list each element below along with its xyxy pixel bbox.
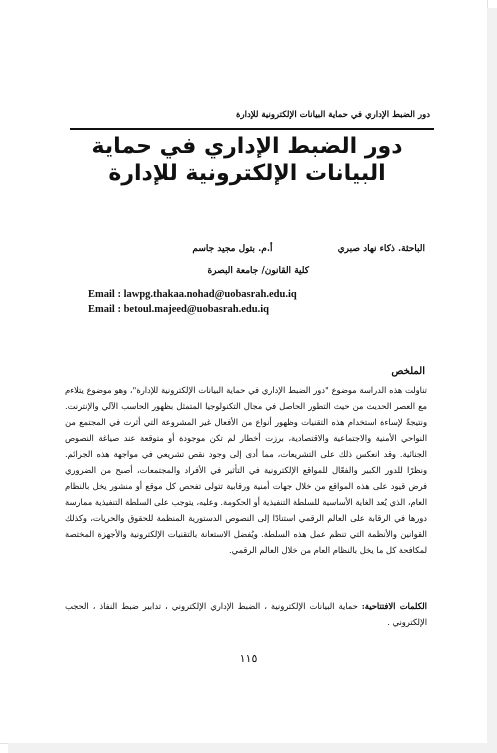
- header-divider: [70, 128, 434, 130]
- keywords: [65, 598, 427, 630]
- abstract-heading: الملخص: [391, 366, 425, 377]
- running-header: دور الضبط الإداري في حماية البيانات الإلكترونية للإدارة: [236, 110, 430, 120]
- keywords-text: حماية البيانات الإلكترونية ، الضبط الإداري الإلكتروني ، تدابير ضبط النفاذ ، الحجب الإلكتروني .: [65, 601, 427, 627]
- paper-title: دور الضبط الإداري في حماية البيانات الإلكترونية للإدارة: [91, 134, 403, 186]
- email-second: Email : betoul.majeed@uobasrah.edu.iq: [88, 304, 269, 315]
- page-number: ١١٥: [239, 652, 258, 665]
- page-shadow-right: [487, 8, 497, 753]
- affiliation: كلية القانون/ جامعة البصرة: [207, 266, 309, 276]
- author-second: أ.م. بتول مجيد جاسم: [192, 244, 273, 254]
- email-first: Email : lawpg.thakaa.nohad@uobasrah.edu.iq: [88, 289, 297, 300]
- author-first: الباحثة. ذكاء نهاد صبري: [337, 244, 425, 254]
- abstract-body: تناولت هذه الدراسة موضوع "دور الضبط الإداري في حماية البيانات الإلكترونية للإدارة"، وهو موضوع يتلاءم مع العصر الحديث من حيث التطور الحاصل في مجال التكنولوجيا المتمثل بظهور الحاسب الآلي والإنترنت. ونتيجةً لإساءة استخدام هذه التقنيات وظهور أنواع من الأفعال غير المشروعة التي أثرت في المجتمع من النواحي الأمنية والاجتماعية والاقتصادية، برزت أخطار لم تكن موجودة أو متوقعة عند صياغة النصوص الجنائية. وقد انعكس ذلك على التشريعات، مما أدى إلى وجود نقص تشريعي في مواجهة هذه الجرائم. ونظرًا للدور الكبير والفعّال للمواقع الإلكترونية في التأثير في الأفراد والمجتمعات، أصبح من الضروري فرض قيود على هذه المواقع من خلال جهات أمنية ورقابية تتولى تفحص كل موقع أو منشور يخل بالنظام العام، الذي يُعد الغاية الأساسية للسلطة التنفيذية أو الحكومة. وعليه، يتوجب على السلطة التنفيذية ممارسة دورها في الرقابة على العالم الرقمي استنادًا إلى النصوص الدستورية المنظمة للحقوق والحريات، وكذلك القوانين والأنظمة التي تنظم عمل هذه السلطة. ويُفضل الاستعانة بالتقنيات الإلكترونية والأجهزة المختصة لمكافحة كل ما يخل بالنظام العام من خلال العالم الرقمي.: [65, 385, 427, 555]
- page-shadow-bottom: [8, 743, 497, 753]
- authors-line: [192, 244, 425, 254]
- keywords-label: الكلمات الافتتاحية:: [361, 601, 427, 611]
